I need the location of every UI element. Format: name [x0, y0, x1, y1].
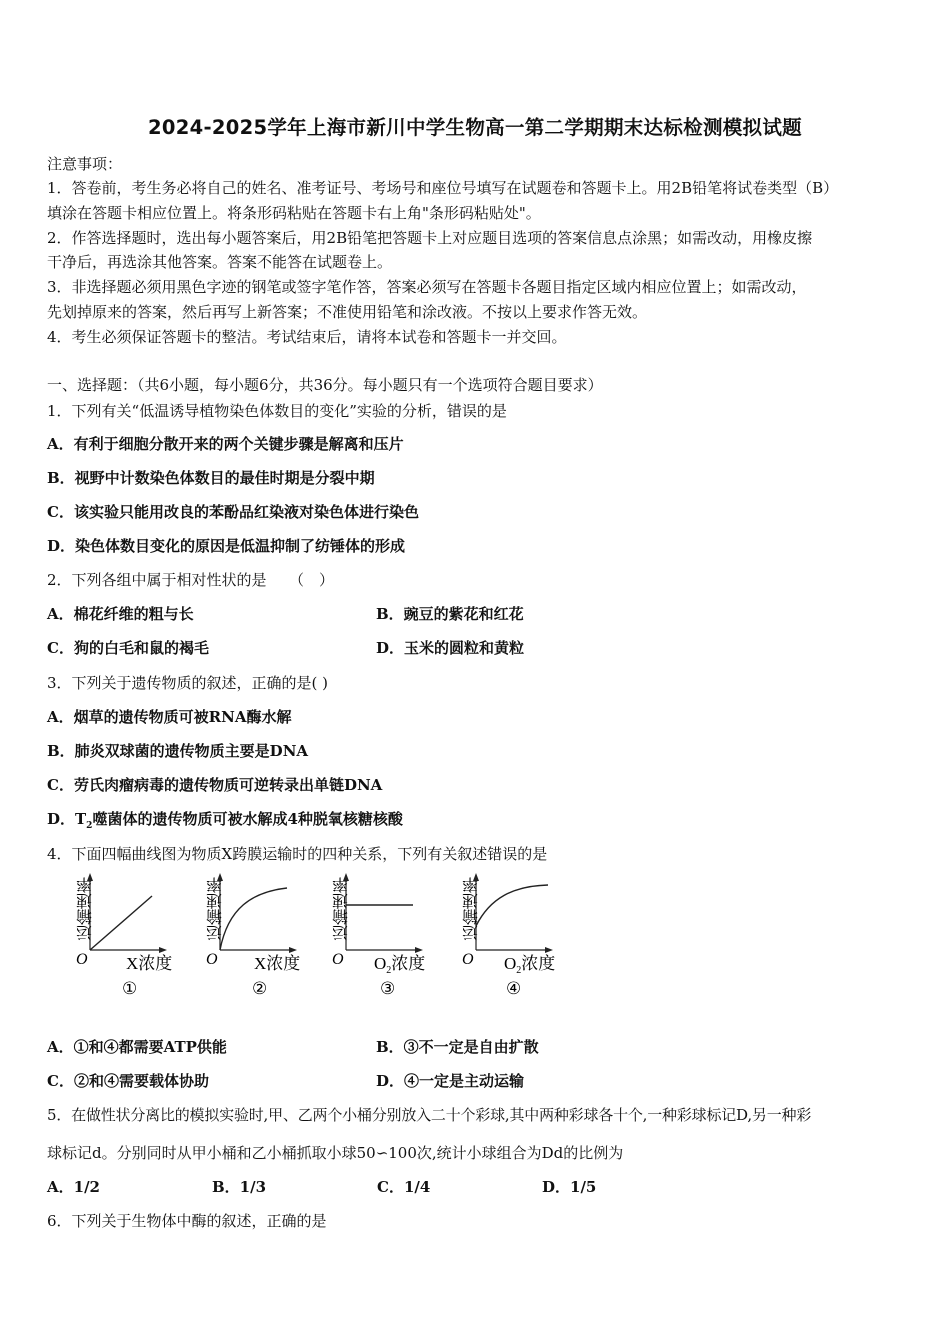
q1-option-d: D．染色体数目变化的原因是低温抑制了纺锤体的形成 — [47, 537, 406, 555]
q4-options-row-1 — [47, 1037, 907, 1057]
graph-1-origin: O — [76, 951, 88, 968]
notice-line: 4．考生必须保证答题卡的整洁。考试结束后，请将本试卷和答题卡一并交回。 — [47, 328, 567, 346]
q5-option-d: D．1/5 — [542, 1178, 597, 1196]
q2-options-row-2 — [47, 638, 907, 658]
q1-option-b: B．视野中计数染色体数目的最佳时期是分裂中期 — [47, 469, 375, 487]
q4-option-d: D．④一定是主动运输 — [376, 1072, 525, 1090]
question-5-stem-line-1: 5．在做性状分离比的模拟实验时,甲、乙两个小桶分别放入二十个彩球,其中两种彩球各十个,一种彩球标记D,另一种彩 — [47, 1106, 812, 1124]
q3-option-d: D．$T_2$噬菌体的遗传物质可被水解成4种脱氧核糖核酸 — [47, 810, 403, 831]
graph-1-number: ① — [122, 979, 138, 998]
graph-1 — [62, 868, 187, 1004]
q2-option-c: C．狗的白毛和鼠的褐毛 — [47, 639, 209, 657]
graph-2-xlabel: X浓度 — [254, 954, 301, 973]
q5-option-b: B．1/3 — [212, 1178, 267, 1196]
graph-4-origin: O — [462, 951, 474, 968]
notice-line: 3．非选择题必须用黑色字迹的钢笔或签字笔作答，答案必须写在答题卡各题目指定区域内相应位置上；如需改动， — [47, 278, 807, 296]
graph-4-xlabel: $O_2$浓度 — [504, 954, 556, 976]
notice-line: 1．答卷前，考生务必将自己的姓名、准考证号、考场号和座位号填写在试题卷和答题卡上。用2B铅笔将试卷类型（B） — [47, 179, 839, 197]
q1-option-a: A．有利于细胞分散开来的两个关键步骤是解离和压片 — [47, 435, 404, 453]
q2-option-d: D．玉米的圆粒和黄粒 — [376, 639, 525, 657]
graph-2 — [192, 868, 317, 1004]
question-3-stem: 3．下列关于遗传物质的叙述，正确的是( ) — [47, 674, 329, 692]
notice-line: 2．作答选择题时，选出每小题答案后，用2B铅笔把答题卡上对应题目选项的答案信息点涂黑；如需改动，用橡皮擦 — [47, 229, 813, 247]
q2-option-b: B．豌豆的紫花和红花 — [376, 605, 524, 623]
page-title: 2024-2025学年上海市新川中学生物高一第二学期期末达标检测模拟试题 — [148, 116, 802, 139]
question-6-stem: 6．下列关于生物体中酶的叙述，正确的是 — [47, 1212, 327, 1230]
question-4-stem: 4．下面四幅曲线图为物质X跨膜运输时的四种关系，下列有关叙述错误的是 — [47, 845, 548, 863]
graph-3-origin: O — [332, 951, 344, 968]
q5-option-c: C．1/4 — [377, 1178, 431, 1196]
graph-1-xlabel: X浓度 — [126, 954, 173, 973]
graph-3-xlabel: $O_2$浓度 — [374, 954, 426, 976]
q3-option-b: B．肺炎双球菌的遗传物质主要是DNA — [47, 742, 309, 760]
notice-line: 填涂在答题卡相应位置上。将条形码粘贴在答题卡右上角"条形码粘贴处"。 — [47, 204, 541, 222]
question-5-stem-line-2: 球标记d。分别同时从甲小桶和乙小桶抓取小球50∽100次,统计小球组合为Dd的比例为 — [47, 1144, 624, 1162]
q5-option-a: A．1/2 — [47, 1178, 100, 1196]
graph-3 — [318, 868, 443, 1004]
q3-option-c: C．劳氏肉瘤病毒的遗传物质可逆转录出单链DNA — [47, 776, 383, 794]
q4-option-a: A．①和④都需要ATP供能 — [47, 1038, 227, 1056]
question-2-stem: 2．下列各组中属于相对性状的是 （ ） — [47, 571, 335, 589]
q2-options-row-1 — [47, 604, 907, 624]
graph-2-number: ② — [252, 979, 268, 998]
graph-2-ylabel: 运输速率 — [207, 877, 225, 941]
q4-option-c: C．②和④需要载体协助 — [47, 1072, 209, 1090]
q3-option-a: A．烟草的遗传物质可被RNA酶水解 — [47, 708, 292, 726]
notice-heading: 注意事项： — [47, 155, 123, 173]
graph-3-ylabel: 运输速率 — [333, 877, 351, 941]
graph-4 — [448, 868, 573, 1004]
notice-line: 先划掉原来的答案，然后再写上新答案；不准使用铅笔和涂改液。不按以上要求作答无效。 — [47, 303, 648, 321]
graph-1-ylabel: 运输速率 — [77, 877, 95, 941]
graph-4-ylabel: 运输速率 — [463, 877, 481, 941]
q4-option-b: B．③不一定是自由扩散 — [376, 1038, 539, 1056]
graph-3-number: ③ — [380, 979, 396, 998]
q2-option-a: A．棉花纤维的粗与长 — [47, 605, 194, 623]
section-heading: 一、选择题：（共6小题，每小题6分，共36分。每小题只有一个选项符合题目要求） — [47, 376, 603, 394]
graph-2-origin: O — [206, 951, 218, 968]
q4-options-row-2 — [47, 1071, 907, 1091]
graph-4-number: ④ — [506, 979, 522, 998]
q1-option-c: C．该实验只能用改良的苯酚品红染液对染色体进行染色 — [47, 503, 419, 521]
notice-line: 干净后，再选涂其他答案。答案不能答在试题卷上。 — [47, 253, 393, 271]
question-1-stem: 1．下列有关“低温诱导植物染色体数目的变化”实验的分析，错误的是 — [47, 402, 507, 420]
